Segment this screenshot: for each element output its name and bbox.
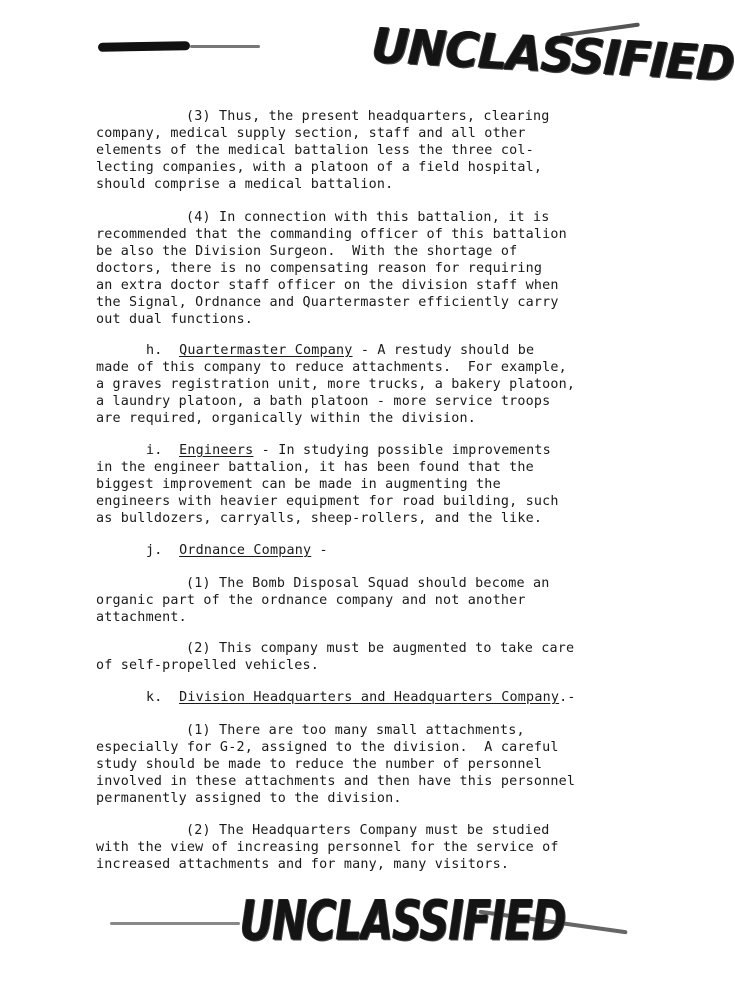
section-j-heading-line	[146, 543, 328, 559]
k-p1-line: especially for G-2, assigned to the division. A careful	[96, 740, 559, 755]
p4-line: recommended that the commanding officer of this battalion	[96, 227, 567, 242]
k-p1-line: (1) There are too many small attachments,	[186, 723, 525, 738]
p3-line: (3) Thus, the present headquarters, clearing	[186, 109, 550, 124]
h-line: are required, organically within the division.	[96, 411, 477, 426]
p3-line: lecting companies, with a platoon of a field hospital,	[96, 160, 543, 175]
k-p2-line: with the view of increasing personnel for the service of	[96, 840, 559, 855]
k-p1-line: permanently assigned to the division.	[96, 791, 402, 806]
section-h-heading-line	[146, 343, 534, 359]
i-line: as bulldozers, carryalls, sheep-rollers, and the like.	[96, 511, 543, 526]
k-p1-line: study should be made to reduce the number of personnel	[96, 757, 543, 772]
p4-line: doctors, there is no compensating reason for requiring	[96, 261, 543, 276]
p3-line: elements of the medical battalion less the three col-	[96, 143, 534, 158]
i-line: engineers with heavier equipment for road building, such	[96, 494, 559, 509]
section-heading-rest: .-	[559, 690, 576, 705]
p4-line: be also the Division Surgeon. With the shortage of	[96, 244, 518, 259]
k-p1-line: involved in these attachments and then have this personnel	[96, 774, 576, 789]
j-p1-line: (1) The Bomb Disposal Squad should become an	[186, 576, 550, 591]
h-line: a laundry platoon, a bath platoon - more service troops	[96, 394, 551, 409]
p4-line: the Signal, Ordnance and Quartermaster efficiently carry	[96, 295, 559, 310]
unclassified-stamp-bottom: UNCLASSIFIED	[240, 888, 566, 954]
section-heading: Quartermaster Company	[179, 343, 353, 358]
section-i-heading-line	[146, 443, 551, 459]
unclassified-stamp-top: UNCLASSIFIED	[370, 16, 735, 93]
p4-line: an extra doctor staff officer on the division staff when	[96, 278, 559, 293]
j-p2-line: (2) This company must be augmented to take care	[186, 641, 575, 656]
section-marker: k.	[146, 690, 163, 705]
p4-line: (4) In connection with this battalion, it is	[186, 210, 550, 225]
i-line: in the engineer battalion, it has been found that the	[96, 460, 534, 475]
p3-line: company, medical supply section, staff and all other	[96, 126, 526, 141]
h-line: a graves registration unit, more trucks, a bakery platoon,	[96, 377, 576, 392]
section-heading: Division Headquarters and Headquarters Company	[179, 690, 560, 705]
section-marker: h.	[146, 343, 163, 358]
i-line: biggest improvement can be made in augmenting the	[96, 477, 501, 492]
j-p2-line: of self-propelled vehicles.	[96, 658, 320, 673]
p3-line: should comprise a medical battalion.	[96, 177, 394, 192]
redaction-smudge	[190, 45, 260, 48]
section-heading: Ordnance Company	[179, 543, 312, 558]
section-heading: Engineers	[179, 443, 254, 458]
p4-line: out dual functions.	[96, 312, 253, 327]
redaction-smudge	[98, 41, 190, 52]
section-marker: i.	[146, 443, 163, 458]
j-p1-line: attachment.	[96, 610, 187, 625]
section-marker: j.	[146, 543, 163, 558]
k-p2-line: (2) The Headquarters Company must be studied	[186, 823, 550, 838]
h-line: made of this company to reduce attachments. For example,	[96, 360, 567, 375]
section-k-heading-line	[146, 690, 576, 706]
k-p2-line: increased attachments and for many, many visitors.	[96, 857, 510, 872]
redaction-smudge	[110, 922, 240, 925]
section-heading-rest: - A restudy should be	[352, 343, 535, 358]
section-heading-rest: -	[311, 543, 328, 558]
j-p1-line: organic part of the ordnance company and not another	[96, 593, 526, 608]
section-heading-rest: - In studying possible improvements	[253, 443, 551, 458]
